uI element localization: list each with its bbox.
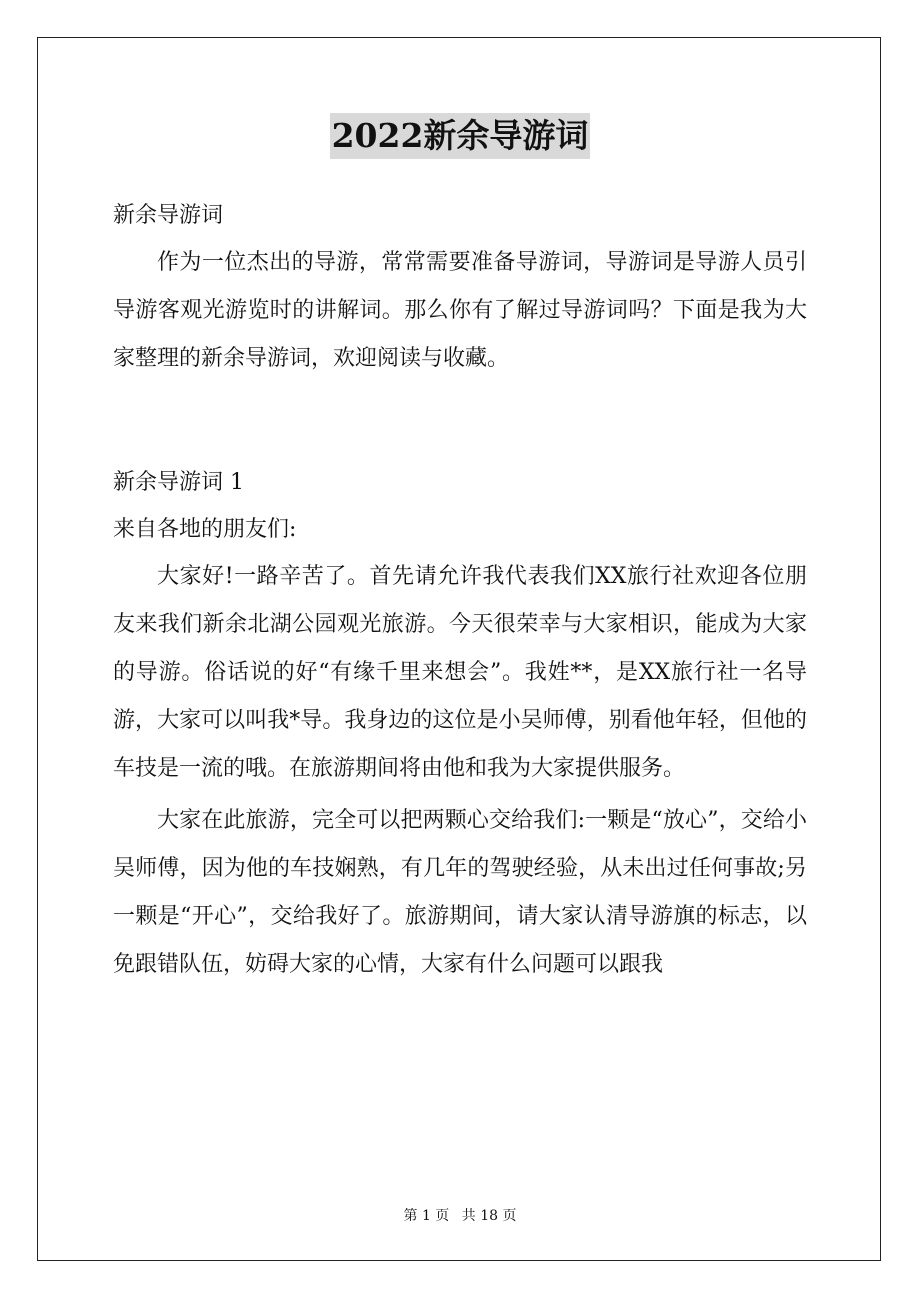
document-title: 2022新余导游词 [330,113,591,159]
section-title: 新余导游词 1 [113,470,244,495]
page-number: 第 1 页 [403,1208,450,1224]
title-container [0,113,920,159]
page-total: 共 18 页 [461,1208,517,1224]
intro-paragraph: 作为一位杰出的导游，常常需要准备导游词，导游词是导游人员引导游客观光游览时的讲解词。那么你有了解过导游词吗？下面是我为大家整理的新余导游词，欢迎阅读与收藏。 [113,250,807,371]
document-subtitle: 新余导游词 [113,203,224,228]
document-body [113,196,807,989]
body-paragraph: 大家好!一路辛苦了。首先请允许我代表我们XX旅行社欢迎各位朋友来我们新余北湖公园观光旅游。今天很荣幸与大家相识，能成为大家的导游。俗话说的好“有缘千里来想会”。我姓**，是XX旅行社一名导游，大家可以叫我*导。我身边的这位是小吴师傅，别看他年轻，但他的车技是一流的哦。在旅游期间将由他和我为大家提供服务。 [113,564,807,781]
body-paragraph: 大家在此旅游，完全可以把两颗心交给我们:一颗是“放心”，交给小吴师傅，因为他的车技娴熟，有几年的驾驶经验，从未出过任何事故;另一颗是“开心”，交给我好了。旅游期间，请大家认清导游旗的标志，以免跟错队伍，妨碍大家的心情，大家有什么问题可以跟我 [113,808,807,977]
page-footer [0,1206,920,1226]
greeting: 来自各地的朋友们: [113,517,297,542]
